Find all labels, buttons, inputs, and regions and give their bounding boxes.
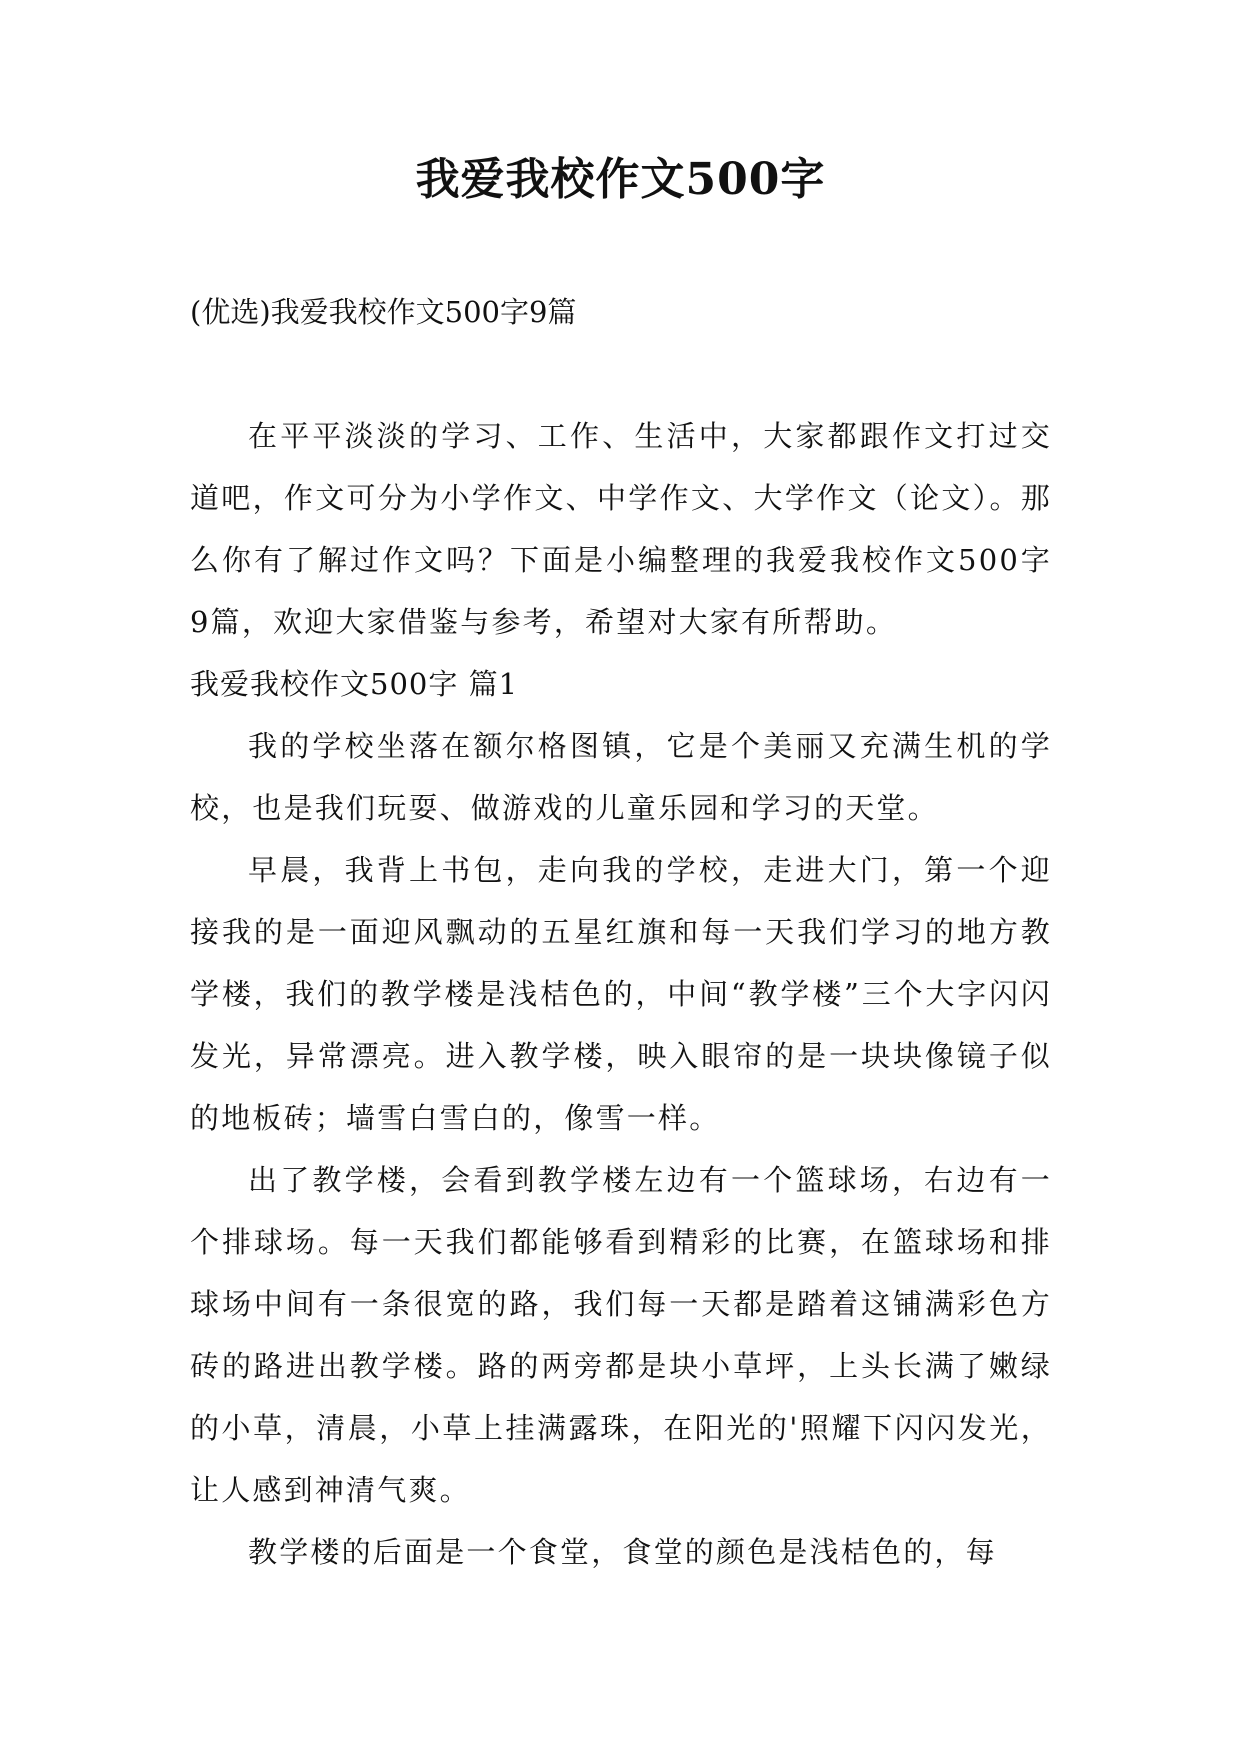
- body-paragraph: 早晨，我背上书包，走向我的学校，走进大门，第一个迎接我的是一面迎风飘动的五星红旗和每一天我们学习的地方教学楼，我们的教学楼是浅桔色的，中间“教学楼”三个大字闪闪发光，异常漂亮。进入教学楼，映入眼帘的是一块块像镜子似的地板砖；墙雪白雪白的，像雪一样。: [190, 853, 1052, 1135]
- body-paragraph: 教学楼的后面是一个食堂，食堂的颜色是浅桔色的，每: [248, 1535, 997, 1569]
- section-heading: 我爱我校作文500字 篇1: [190, 667, 519, 701]
- article-body: [190, 405, 1052, 1583]
- body-paragraph: 出了教学楼，会看到教学楼左边有一个篮球场，右边有一个排球场。每一天我们都能够看到精彩的比赛，在篮球场和排球场中间有一条很宽的路，我们每一天都是踏着这铺满彩色方砖的路进出教学楼。路的两旁都是块小草坪，上头长满了嫩绿的小草，清晨，小草上挂满露珠，在阳光的'照耀下闪闪发光，让人感到神清气爽。: [190, 1163, 1052, 1507]
- body-paragraph: 我的学校坐落在额尔格图镇，它是个美丽又充满生机的学校，也是我们玩耍、做游戏的儿童乐园和学习的天堂。: [190, 729, 1052, 825]
- intro-paragraph: 在平平淡淡的学习、工作、生活中，大家都跟作文打过交道吧，作文可分为小学作文、中学作文、大学作文（论文）。那么你有了解过作文吗？下面是小编整理的我爱我校作文500字9篇，欢迎大家借鉴与参考，希望对大家有所帮助。: [190, 419, 1052, 639]
- document-subtitle: (优选)我爱我校作文500字9篇: [190, 295, 577, 329]
- page-title: 我爱我校作文500字: [415, 154, 826, 205]
